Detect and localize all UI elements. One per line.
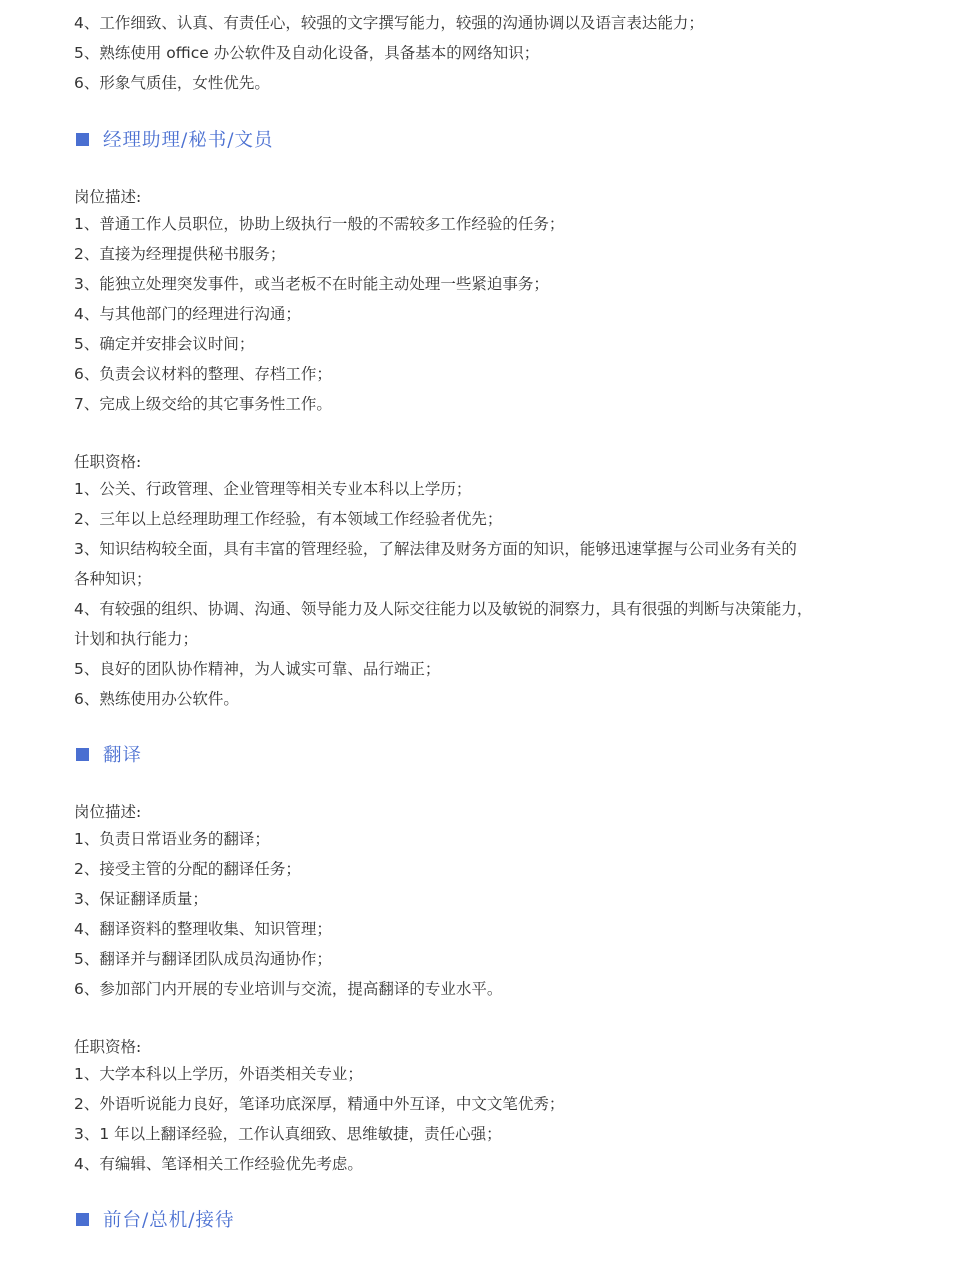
section-title: 翻译	[103, 745, 143, 766]
desc-label: 岗位描述:	[74, 188, 142, 206]
square-bullet-icon	[76, 748, 89, 761]
req-line: 4、有编辑、笔译相关工作经验优先考虑。	[74, 1155, 363, 1173]
req-line: 3、知识结构较全面，具有丰富的管理经验，了解法律及财务方面的知识，能够迅速掌握与公司业务有关的	[74, 540, 797, 558]
desc-item: 3、保证翻译质量；	[74, 890, 208, 908]
section-title: 经理助理/秘书/文员	[103, 130, 274, 151]
section-heading	[76, 126, 273, 152]
desc-item: 5、翻译并与翻译团队成员沟通协作；	[74, 950, 332, 968]
req-line: 计划和执行能力；	[74, 630, 199, 648]
desc-item: 7、完成上级交给的其它事务性工作。	[74, 395, 332, 413]
intro-item: 5、熟练使用 office 办公软件及自动化设备，具备基本的网络知识；	[74, 44, 540, 62]
desc-label: 岗位描述:	[74, 803, 142, 821]
desc-item: 5、确定并安排会议时间；	[74, 335, 255, 353]
req-line: 6、熟练使用办公软件。	[74, 690, 239, 708]
section-heading	[76, 741, 142, 767]
section-heading	[76, 1206, 234, 1232]
req-line: 1、大学本科以上学历，外语类相关专业；	[74, 1065, 363, 1083]
desc-item: 6、参加部门内开展的专业培训与交流，提高翻译的专业水平。	[74, 980, 503, 998]
desc-item: 1、普通工作人员职位，协助上级执行一般的不需较多工作经验的任务；	[74, 215, 565, 233]
req-label: 任职资格:	[74, 453, 142, 471]
desc-item: 2、直接为经理提供秘书服务；	[74, 245, 286, 263]
desc-item: 4、与其他部门的经理进行沟通；	[74, 305, 301, 323]
req-line: 3、1 年以上翻译经验，工作认真细致、思维敏捷，责任心强；	[74, 1125, 502, 1143]
req-line: 4、有较强的组织、协调、沟通、领导能力及人际交往能力以及敏锐的洞察力，具有很强的判断与决策能力，	[74, 600, 813, 618]
req-line: 2、外语听说能力良好，笔译功底深厚，精通中外互译，中文文笔优秀；	[74, 1095, 565, 1113]
desc-item: 3、能独立处理突发事件，或当老板不在时能主动处理一些紧迫事务；	[74, 275, 549, 293]
square-bullet-icon	[76, 1213, 89, 1226]
req-label: 任职资格:	[74, 1038, 142, 1056]
req-line: 2、三年以上总经理助理工作经验，有本领域工作经验者优先；	[74, 510, 503, 528]
desc-item: 4、翻译资料的整理收集、知识管理；	[74, 920, 332, 938]
section-title: 前台/总机/接待	[103, 1210, 235, 1231]
square-bullet-icon	[76, 133, 89, 146]
req-line: 各种知识；	[74, 570, 152, 588]
desc-item: 1、负责日常语业务的翻译；	[74, 830, 270, 848]
intro-item: 6、形象气质佳，女性优先。	[74, 74, 270, 92]
desc-item: 2、接受主管的分配的翻译任务；	[74, 860, 301, 878]
desc-item: 6、负责会议材料的整理、存档工作；	[74, 365, 332, 383]
req-line: 1、公关、行政管理、企业管理等相关专业本科以上学历；	[74, 480, 472, 498]
req-line: 5、良好的团队协作精神，为人诚实可靠、品行端正；	[74, 660, 441, 678]
intro-item: 4、工作细致、认真、有责任心，较强的文字撰写能力，较强的沟通协调以及语言表达能力；	[74, 14, 704, 32]
